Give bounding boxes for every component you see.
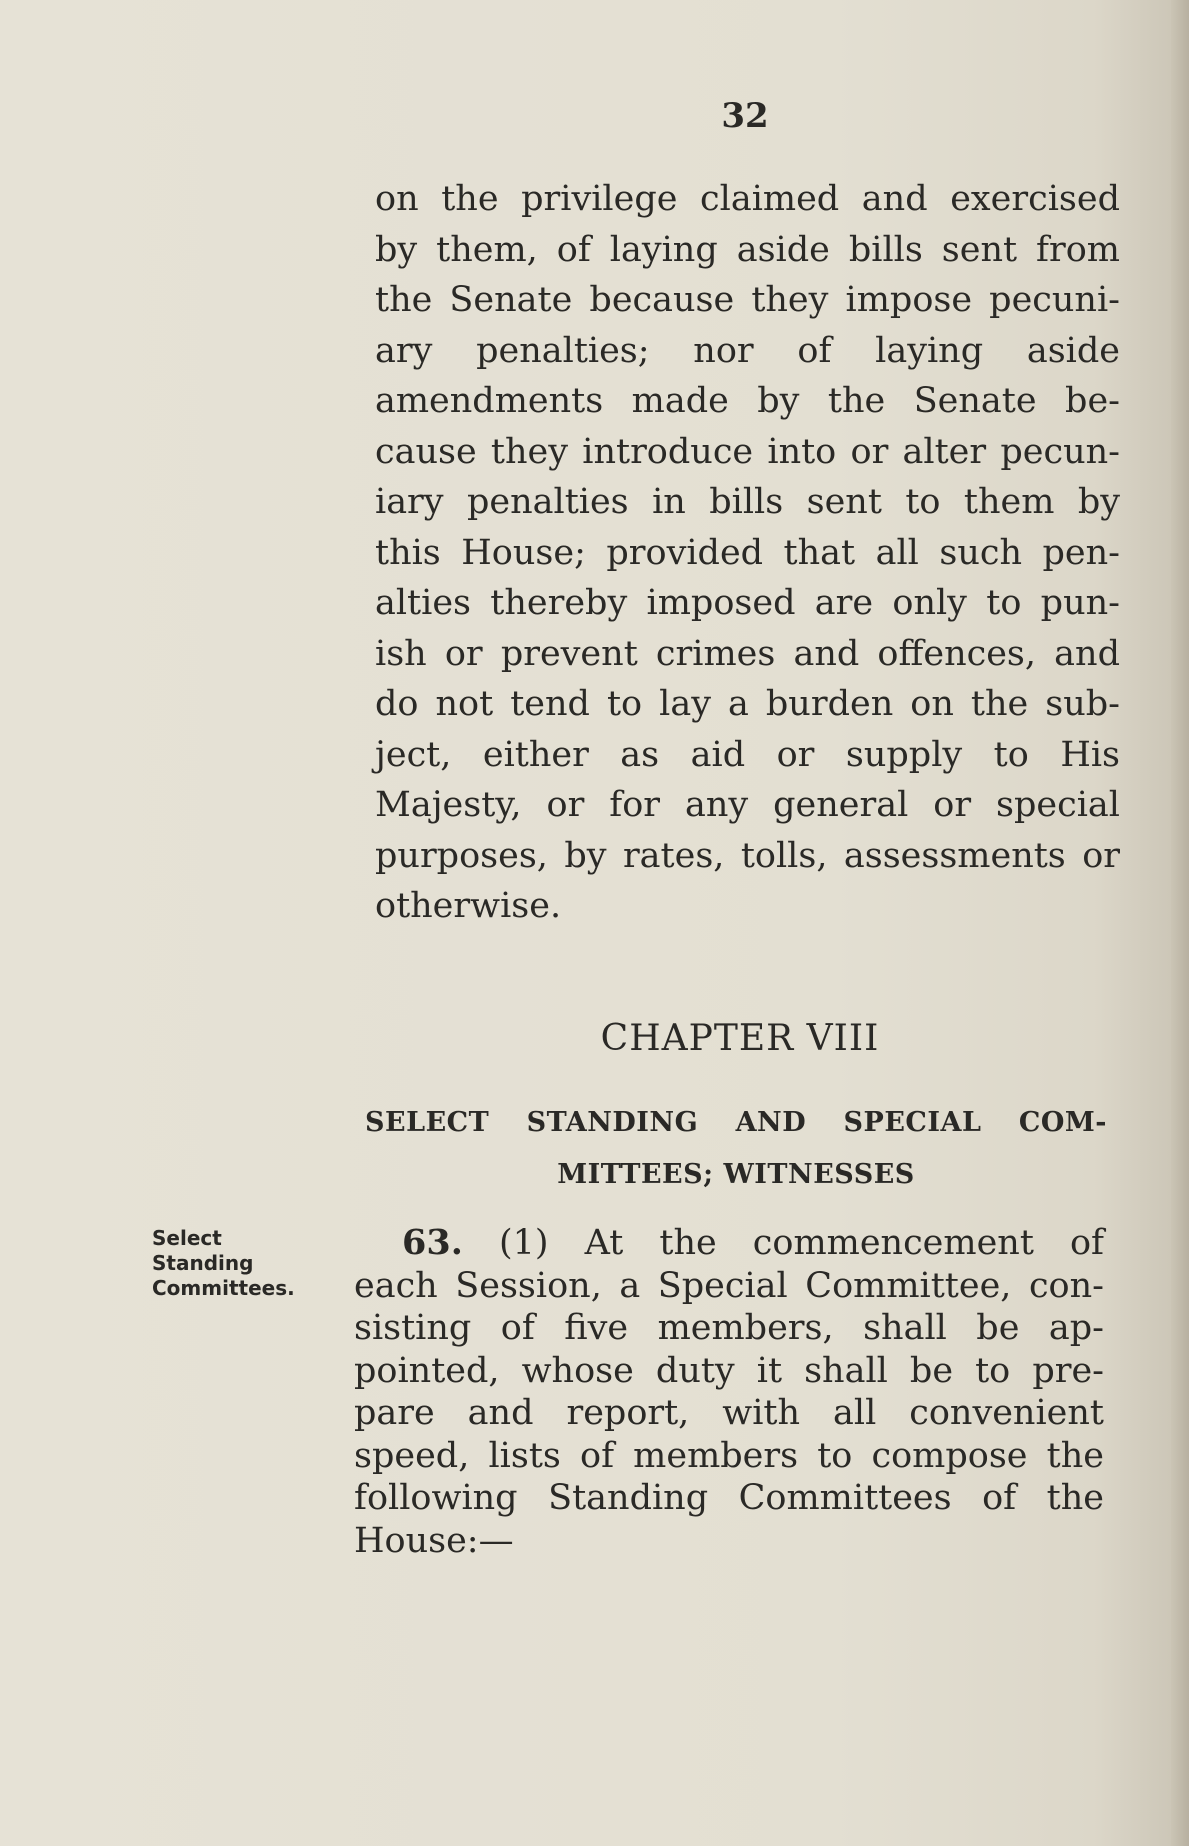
body-line: do not tend to lay a burden on the sub-	[375, 684, 1120, 724]
rule-line: pointed, whose duty it shall be to pre-	[354, 1350, 1104, 1391]
body-line: on the privilege claimed and exercised	[375, 179, 1120, 219]
rule-line: House:—	[354, 1520, 514, 1561]
body-line: ish or prevent crimes and offences, and	[375, 633, 1120, 674]
body-line: otherwise.	[375, 886, 562, 926]
rule-line: each Session, a Special Committee, con-	[354, 1265, 1104, 1306]
body-line: purposes, by rates, tolls, assessments or	[375, 835, 1120, 876]
margin-note-line: Committees.	[152, 1276, 295, 1300]
body-line: the Senate because they impose pecuni-	[375, 280, 1120, 320]
body-paragraph	[375, 174, 1120, 932]
page-edge	[1171, 0, 1189, 1846]
page-number: 32	[721, 96, 769, 136]
body-line: alties thereby imposed are only to pun-	[375, 583, 1120, 623]
rule-line: sisting of five members, shall be ap-	[354, 1308, 1104, 1348]
body-line: cause they introduce into or alter pecun-	[375, 431, 1120, 472]
body-line: by them, of laying aside bills sent from	[375, 229, 1120, 270]
rule-63-paragraph	[354, 1222, 1104, 1562]
chapter-heading	[365, 1097, 1107, 1201]
chapter-heading-line: SELECT STANDING AND SPECIAL COM-	[365, 1107, 1107, 1138]
margin-note-line: Select	[152, 1226, 222, 1250]
rule-number: 63.	[402, 1222, 463, 1263]
body-line: Majesty, or for any general or special	[375, 785, 1120, 825]
body-line: ary penalties; nor of laying aside	[375, 330, 1120, 371]
margin-note-line: Standing	[152, 1251, 254, 1275]
body-line: amendments made by the Senate be-	[375, 381, 1120, 421]
rule-line: following Standing Committees of the	[354, 1478, 1104, 1518]
rule-line: speed, lists of members to compose the	[354, 1435, 1104, 1476]
body-line: iary penalties in bills sent to them by	[375, 482, 1120, 522]
rule-first-line-text: (1) At the commencement of	[498, 1223, 1104, 1263]
rule-line: pare and report, with all convenient	[354, 1393, 1104, 1433]
body-line: this House; provided that all such pen-	[375, 532, 1120, 573]
chapter-title: CHAPTER VIII	[600, 1018, 880, 1059]
body-line: ject, either as aid or supply to His	[375, 734, 1120, 775]
chapter-heading-line: MITTEES; WITNESSES	[557, 1159, 915, 1190]
rule-first-line	[354, 1222, 1104, 1265]
margin-note	[152, 1226, 327, 1301]
